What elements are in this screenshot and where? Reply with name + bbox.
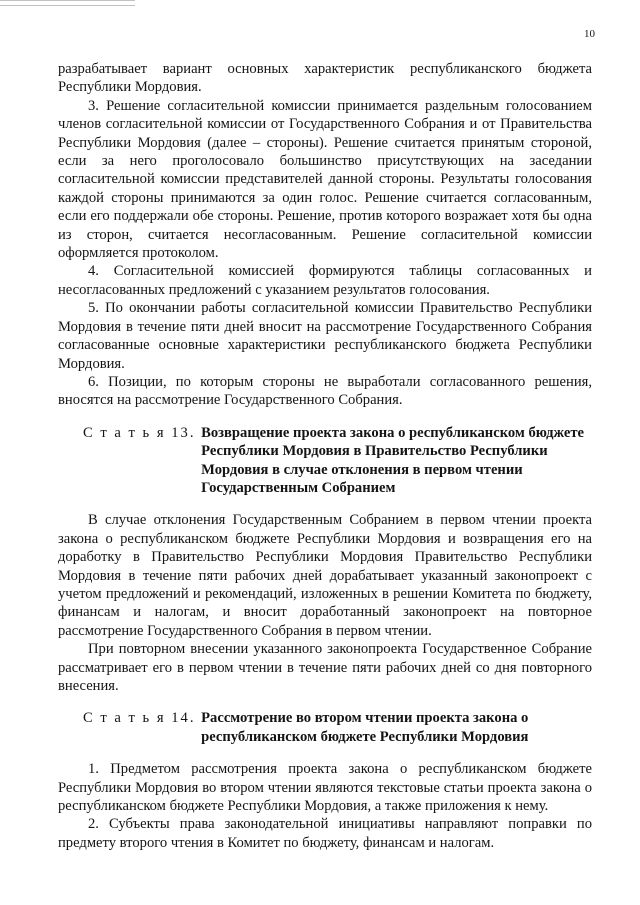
paragraph: 2. Субъекты права законодательной инициативы направляют поправки по предмету второго чтения в Комитет по бюджету, финансам и налогам. <box>58 816 592 851</box>
article-13-title: Возвращение проекта закона о республиканском бюджете Республики Мордовия в Правительство Республики Мордовия в случае отклонения в первом чтении Государственным Собранием <box>201 424 585 496</box>
paragraph: разрабатывает вариант основных характеристик республиканского бюджета Республики Мордовия. <box>58 61 592 96</box>
document-body <box>58 60 592 852</box>
paragraph: 6. Позиции, по которым стороны не выработали согласованного решения, вносятся на рассмотрение Государственного Собрания. <box>58 373 592 409</box>
paragraph: 5. По окончании работы согласительной комиссии Правительство Республики Мордовия в течение пяти дней вносит на рассмотрение Государственного Собрания согласованные основные характеристики республиканского бюджета Республики Мордовия. <box>58 300 592 372</box>
scan-edge-mark <box>0 0 135 6</box>
paragraph: При повторном внесении указанного законопроекта Государственное Собрание рассматривает его в первом чтении в течение пяти рабочих дней со дня повторного внесения. <box>58 641 592 694</box>
article-13-label: С т а т ь я 13. <box>83 424 202 441</box>
article-14-title: Рассмотрение во втором чтении проекта закона о республиканском бюджете Республики Мордовия <box>201 710 529 745</box>
article-14-label: С т а т ь я 14. <box>83 710 202 727</box>
paragraph: 3. Решение согласительной комиссии принимается раздельным голосованием членов согласительной комиссии от Государственного Собрания и от Правительства Республики Мордовия (далее – стороны). Решение считается принятым стороной, если за него проголосовало большинство присутствующих на заседании согласительной комиссии представителей данной стороны. Результаты голосования каждой стороны принимаются за один голос. Решение считается согласованным, если его поддержали обе стороны. Решение, против которого возражает хотя бы одна из сторон, считается несогласованным. Решение согласительной комиссии оформляется протоколом. <box>58 97 592 262</box>
article-14-heading <box>83 709 592 746</box>
paragraph: 1. Предметом рассмотрения проекта закона о республиканском бюджете Республики Мордовия во втором чтении являются текстовые статьи проекта закона о республиканском бюджете Республики Мордовия, а также приложения к нему. <box>58 761 592 815</box>
paragraph: 4. Согласительной комиссией формируются таблицы согласованных и несогласованных предложений с указанием результатов голосования. <box>58 263 592 298</box>
paragraph: В случае отклонения Государственным Собранием в первом чтении проекта закона о республиканском бюджете Республики Мордовия и возвращения его на доработку в Правительство Республики Мордовия Правительство Республики Мордовия в течение пяти рабочих дней дорабатывает указанный законопроект с учетом предложений и рекомендаций, изложенных в решении Комитета по бюджету, финансам и налогам, и вносит доработанный законопроект на повторное рассмотрение Государственного Собрания в первом чтении. <box>58 512 592 639</box>
page-number: 10 <box>584 28 595 40</box>
article-13-heading <box>83 424 592 498</box>
